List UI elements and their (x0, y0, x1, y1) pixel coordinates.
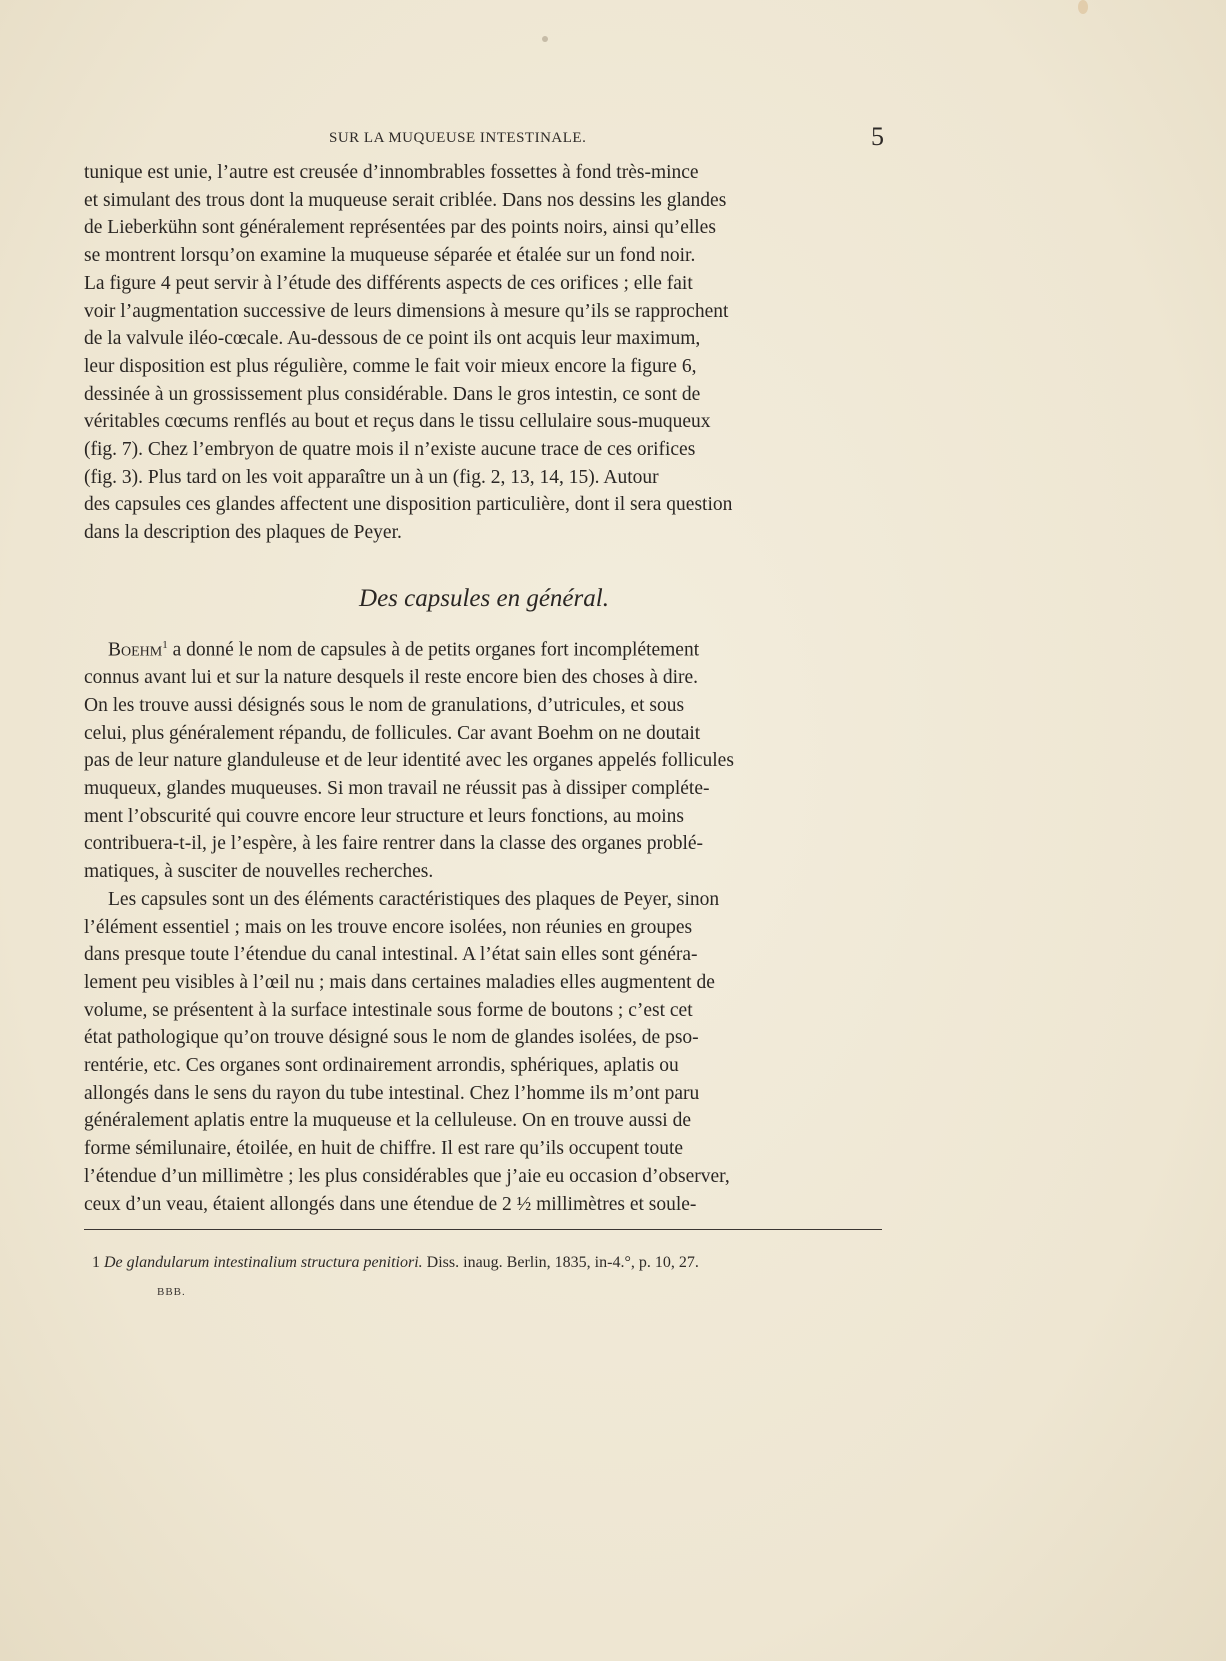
text-line: connus avant lui et sur la nature desquels il reste encore bien des choses à dire. (84, 667, 699, 689)
footnote-title: De glandularum intestinalium structura penitiori. (104, 1254, 423, 1271)
text-fragment: a donné le nom de capsules à de petits organes fort incomplétement (167, 639, 700, 661)
text-line: de la valvule iléo-cœcale. Au-dessous de ce point ils ont acquis leur maximum, (84, 328, 701, 350)
text-line: voir l’augmentation successive de leurs dimensions à mesure qu’ils se rapprochent (84, 300, 729, 322)
footnote (92, 1252, 892, 1274)
text-line: (fig. 3). Plus tard on les voit apparaître un à un (fig. 2, 13, 14, 15). Autour (84, 466, 659, 488)
text-line: contribuera-t-il, je l’espère, à les faire rentrer dans la classe des organes problé- (84, 833, 704, 855)
author-name: Boehm (108, 639, 163, 661)
text-line: se montrent lorsqu’on examine la muqueuse séparée et étalée sur un fond noir. (84, 245, 696, 267)
text-line: La figure 4 peut servir à l’étude des différents aspects de ces orifices ; elle fait (84, 272, 693, 294)
text-line: muqueux, glandes muqueuses. Si mon travail ne réussit pas à dissiper compléte- (84, 778, 710, 800)
text-line: volume, se présentent à la surface intestinale sous forme de boutons ; c’est cet (84, 999, 693, 1021)
footnote-separator (84, 1229, 882, 1230)
text-line: allongés dans le sens du rayon du tube intestinal. Chez l’homme ils m’ont paru (84, 1082, 700, 1104)
text-line: dessinée à un grossissement plus considérable. Dans le gros intestin, ce sont de (84, 383, 701, 405)
text-line: de Lieberkühn sont généralement représentées par des points noirs, ainsi qu’elles (84, 217, 716, 239)
paper-stain (1078, 0, 1088, 14)
text-line: des capsules ces glandes affectent une disposition particulière, dont il sera question (84, 494, 733, 516)
footnote-reference: 1 (162, 639, 168, 651)
text-line: (fig. 7). Chez l’embryon de quatre mois il n’existe aucune trace de ces orifices (84, 439, 696, 461)
text-line: lement peu visibles à l’œil nu ; mais dans certaines maladies elles augmentent de (84, 971, 715, 993)
text-line: tunique est unie, l’autre est creusée d’innombrables fossettes à fond très-mince (84, 162, 699, 183)
text-line: généralement aplatis entre la muqueuse et la celluleuse. On en trouve aussi de (84, 1110, 691, 1132)
text-line: état pathologique qu’on trouve désigné sous le nom de glandes isolées, de pso- (84, 1027, 699, 1049)
text-line (84, 632, 884, 664)
text-line: forme sémilunaire, étoilée, en huit de chiffre. Il est rare qu’ils occupent toute (84, 1138, 684, 1160)
running-head (84, 122, 884, 152)
text-line: Les capsules sont un des éléments caractéristiques des plaques de Peyer, sinon (108, 888, 720, 910)
running-head-title: SUR LA MUQUEUSE INTESTINALE. (329, 130, 587, 146)
paragraph-lieberkuhn-glands (84, 159, 884, 547)
footnote-number: 1 (92, 1254, 100, 1271)
text-line: l’élément essentiel ; mais on les trouve encore isolées, non réunies en groupes (84, 916, 693, 938)
text-line: pas de leur nature glanduleuse et de leur identité avec les organes appelés follicules (84, 750, 734, 772)
page-number: 5 (871, 122, 884, 151)
text-line: On les trouve aussi désignés sous le nom de granulations, d’utricules, et sous (84, 694, 685, 716)
text-line: ceux d’un veau, étaient allongés dans une étendue de 2 ½ millimètres et soule- (84, 1193, 697, 1215)
footnote-details: Diss. inaug. Berlin, 1835, in-4.°, p. 10, 27. (422, 1254, 699, 1271)
text-line: celui, plus généralement répandu, de follicules. Car avant Boehm on ne doutait (84, 722, 701, 744)
signature-mark: BBB. (157, 1286, 186, 1298)
paper-speck (542, 36, 548, 42)
capsules-text (84, 632, 884, 1218)
text-line: ment l’obscurité qui couvre encore leur structure et leurs fonctions, au moins (84, 805, 684, 827)
text-line: et simulant des trous dont la muqueuse serait criblée. Dans nos dessins les glandes (84, 189, 727, 211)
text-line: rentérie, etc. Ces organes sont ordinairement arrondis, sphériques, aplatis ou (84, 1055, 679, 1077)
text-line: dans presque toute l’étendue du canal intestinal. A l’état sain elles sont généra- (84, 944, 698, 966)
text-line-last: matiques, à susciter de nouvelles recherches. (84, 861, 434, 883)
text-line: véritables cœcums renflés au bout et reçus dans le tissu cellulaire sous-muqueux (84, 411, 711, 433)
text-line-last: dans la description des plaques de Peyer. (84, 522, 402, 544)
text-line: l’étendue d’un millimètre ; les plus considérables que j’aie eu occasion d’observer, (84, 1165, 730, 1187)
text-line: leur disposition est plus régulière, comme le fait voir mieux encore la figure 6, (84, 355, 697, 377)
section-heading: Des capsules en général. (359, 585, 609, 612)
